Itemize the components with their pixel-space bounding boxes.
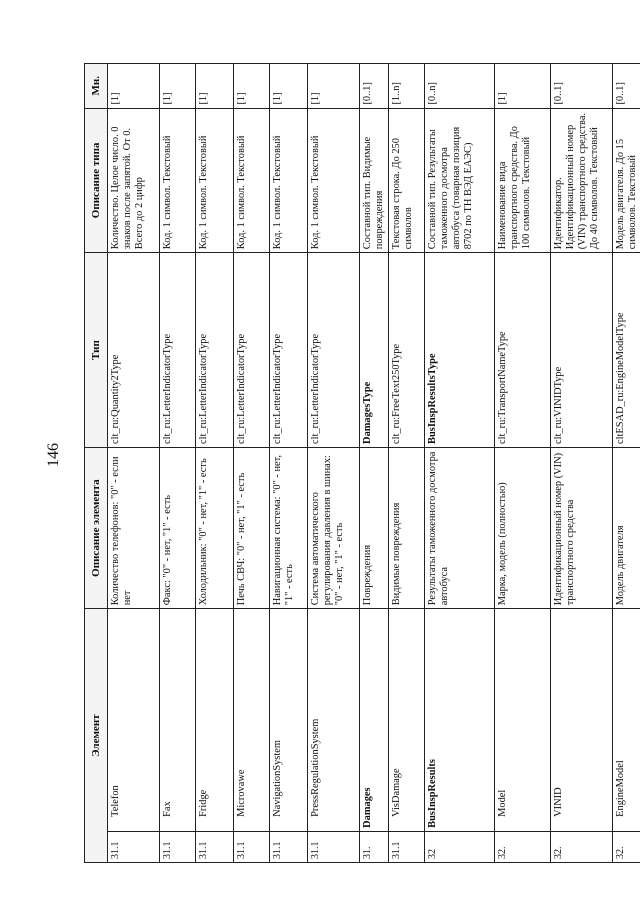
element-type: DamagesType [360,253,389,448]
table-row [234,64,270,863]
multiplicity: [1] [196,64,234,109]
header-element-desc: Описание элемента [85,447,108,608]
type-description: Идентификатор. Идентификационный номер (VIN) транспортного средства. До 40 символов. Текстовый [550,108,612,253]
row-number: 31.1 [160,831,196,862]
element-name: PressRegulationSystem [308,609,360,832]
element-type: clt_ru:LetterIndicatorType [308,253,360,448]
element-name: EngineModel [612,609,640,832]
type-description: Код. 1 символ. Текстовый [160,108,196,253]
table-row [550,64,612,863]
row-number: 31.1 [108,831,160,862]
element-type: clt_ru:LetterIndicatorType [234,253,270,448]
row-number: 31.1 [270,831,308,862]
row-number: 32 [424,831,494,862]
table-row [360,64,389,863]
element-name: Damages [360,609,389,832]
header-element: Элемент [85,609,108,863]
element-type: clt_ru:Quantity2Type [108,253,160,448]
element-type: clt_ru:LetterIndicatorType [160,253,196,448]
element-description: Система автоматического регулирования давления в шинах: "0" - нет, "1" - есть [308,447,360,608]
table-row [612,64,640,863]
element-name: Fax [160,609,196,832]
row-number: 32. [550,831,612,862]
table-header-row [85,64,108,863]
multiplicity: [1..n] [388,64,424,109]
table-row [270,64,308,863]
header-mult: Мн. [85,64,108,109]
element-description: Холодильник: "0" - нет, "1" - есть [196,447,234,608]
header-type: Тип [85,253,108,448]
row-number: 32. [494,831,550,862]
header-type-desc: Описание типа [85,108,108,253]
element-description: Печь СВЧ: "0" - нет, "1" - есть [234,447,270,608]
rotated-table-wrapper [84,63,638,863]
type-description: Составной тип. Видимые повреждения [360,108,389,253]
element-name: Fridge [196,609,234,832]
type-description: Код. 1 символ. Текстовый [308,108,360,253]
element-description: Видимые повреждения [388,447,424,608]
element-name: Microvawe [234,609,270,832]
multiplicity: [0..1] [550,64,612,109]
type-description: Составной тип. Результаты таможенного досмотра автобуса (товарная позиция 8702 по ТН ВЭД ЕАЭС) [424,108,494,253]
element-type: cltESAD_ru:EngineModelType [612,253,640,448]
element-name: VINID [550,609,612,832]
multiplicity: [1] [160,64,196,109]
table-row [494,64,550,863]
type-description: Код. 1 символ. Текстовый [234,108,270,253]
element-description: Результаты таможенного досмотра автобуса [424,447,494,608]
element-name: VisDamage [388,609,424,832]
element-type: clt_ru:LetterIndicatorType [270,253,308,448]
element-description: Модель двигателя [612,447,640,608]
multiplicity: [0..n] [424,64,494,109]
element-description: Повреждения [360,447,389,608]
row-number: 31.1 [308,831,360,862]
type-description: Наименование вида транспортного средства. До 100 символов. Текстовый [494,108,550,253]
type-description: Код. 1 символ. Текстовый [270,108,308,253]
element-description: Марка, модель (полностью) [494,447,550,608]
element-description: Навигационная система: "0" - нет, "1" - есть [270,447,308,608]
multiplicity: [0..1] [612,64,640,109]
table-body [108,64,640,863]
type-description: Текстовая строка. До 250 символов [388,108,424,253]
multiplicity: [1] [108,64,160,109]
element-name: Model [494,609,550,832]
multiplicity: [1] [234,64,270,109]
row-number: 32. [612,831,640,862]
table-row [424,64,494,863]
type-description: Код. 1 символ. Текстовый [196,108,234,253]
element-description: Факс: "0" - нет, "1" - есть [160,447,196,608]
element-type: clt_ru:FreeText250Type [388,253,424,448]
element-type: clt_ru:VINIDType [550,253,612,448]
multiplicity: [0..1] [360,64,389,109]
multiplicity: [1] [308,64,360,109]
element-name: Telefon [108,609,160,832]
element-type: BusInspResultsType [424,253,494,448]
type-description: Количество. Целое число. 0 знаков после запятой. От 0. Всего до 2 цифр [108,108,160,253]
multiplicity: [1] [494,64,550,109]
table-row [388,64,424,863]
element-type: clt_ru:LetterIndicatorType [196,253,234,448]
row-number: 31.1 [234,831,270,862]
element-table [84,63,640,863]
table-row [196,64,234,863]
row-number: 31. [360,831,389,862]
row-number: 31.1 [388,831,424,862]
element-type: clt_ru:TransportNameType [494,253,550,448]
page-number: 146 [45,443,62,467]
table-row [160,64,196,863]
table-row [308,64,360,863]
element-name: BusInspResults [424,609,494,832]
type-description: Модель двигателя. До 15 символов. Текстовый [612,108,640,253]
multiplicity: [1] [270,64,308,109]
element-name: NavigationSystem [270,609,308,832]
row-number: 31.1 [196,831,234,862]
element-description: Количество телефонов: "0" - если нет [108,447,160,608]
table-row [108,64,160,863]
element-description: Идентификационный номер (VIN) транспортного средства [550,447,612,608]
